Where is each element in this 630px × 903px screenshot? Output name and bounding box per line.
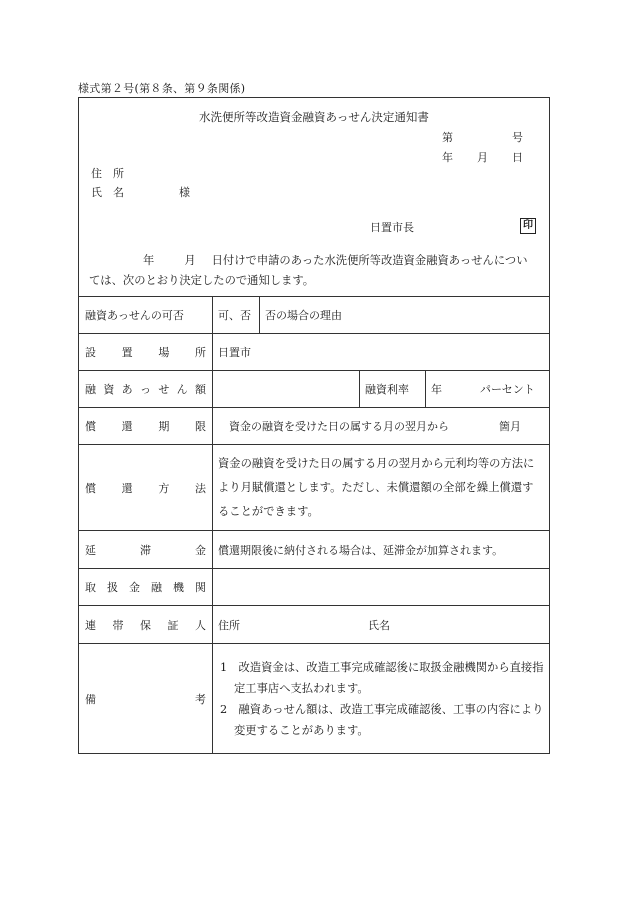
location-label: 設 置 場 所 [79, 334, 213, 370]
approval-reason-label: 否の場合の理由 [259, 297, 549, 333]
intro-month: 月 [184, 254, 196, 267]
row-location [79, 334, 549, 371]
intro-line-2: ては、次のとおり決定したので通知します。 [89, 274, 315, 287]
remark-1: 1 改造資金は、改造工事完成確認後に取扱金融機関から直接指定工事店へ支払われます。 [220, 660, 544, 695]
approval-label: 融資あっせんの可否 [79, 297, 213, 333]
row-bank [79, 569, 549, 606]
intro-paragraph [89, 251, 541, 291]
guarantor-value [213, 606, 549, 643]
amount-label: 融 資 あ っ せ ん 額 [79, 371, 213, 407]
row-amount [79, 371, 549, 408]
document-title: 水洗便所等改造資金融資あっせん決定通知書 [199, 110, 429, 124]
guarantor-label: 連 帯 保 証 人 [79, 606, 213, 643]
penalty-text: 償還期限後に納付される場合は、延滞金が加算されます。 [218, 543, 504, 557]
rate-value [425, 371, 549, 407]
guarantor-name-label: 氏名 [368, 618, 390, 632]
row-guarantor [79, 606, 549, 644]
guarantor-address-label: 住所 [218, 618, 240, 632]
method-text [213, 445, 549, 530]
row-approval [79, 297, 549, 334]
number-dai: 第 [442, 131, 453, 144]
remark-2: 2 融資あっせん額は、改造工事完成確認後、工事の内容により変更することがあります。 [220, 702, 544, 737]
date-day: 日 [512, 151, 523, 164]
method-label: 償 還 方 法 [79, 445, 213, 530]
remarks-label: 備 考 [79, 644, 213, 753]
period-label: 償 還 期 限 [79, 408, 213, 444]
amount-value [213, 371, 359, 407]
date-year: 年 [442, 151, 453, 164]
row-remarks [79, 644, 549, 753]
intro-line-1 [89, 251, 541, 271]
form-number-label: 様式第２号(第８条、第９条関係) [78, 82, 246, 95]
notification-form [78, 97, 550, 754]
date-month: 月 [477, 151, 488, 164]
method-line-2: より月賦償還とします。ただし、未償還額の全部を繰上償還す [218, 480, 534, 494]
address-label: 住 所 [91, 167, 124, 180]
location-value: 日置市 [218, 346, 251, 359]
rate-label: 融資利率 [359, 371, 425, 407]
period-unit: 箇月 [499, 420, 521, 433]
bank-label: 取 扱 金 融 機 関 [79, 569, 213, 605]
period-value [213, 408, 549, 444]
intro-text-1: 日付けで申請のあった水洗便所等改造資金融資あっせんについ [211, 254, 528, 267]
method-line-1: 資金の融資を受けた日の属する月の翌月から元利均等の方法に [218, 456, 535, 470]
approval-options: 可、否 [218, 309, 251, 322]
number-go: 号 [512, 131, 523, 144]
row-method [79, 445, 549, 531]
bank-value [213, 569, 549, 605]
remarks-notes [213, 644, 549, 753]
honorific-sama: 様 [179, 186, 190, 199]
method-line-3: ることができます。 [218, 504, 319, 518]
penalty-label: 延 滞 金 [79, 531, 213, 568]
seal-mark: 印 [520, 218, 536, 234]
name-label: 氏 名 [91, 186, 124, 199]
form-header [79, 98, 549, 297]
row-period [79, 408, 549, 445]
rate-percent: パーセント [480, 383, 535, 396]
period-text: 資金の融資を受けた日の属する月の翌月から [229, 420, 449, 433]
issuer-title: 日置市長 [370, 221, 414, 234]
intro-year: 年 [143, 254, 155, 267]
row-penalty [79, 531, 549, 569]
rate-year: 年 [431, 383, 442, 396]
